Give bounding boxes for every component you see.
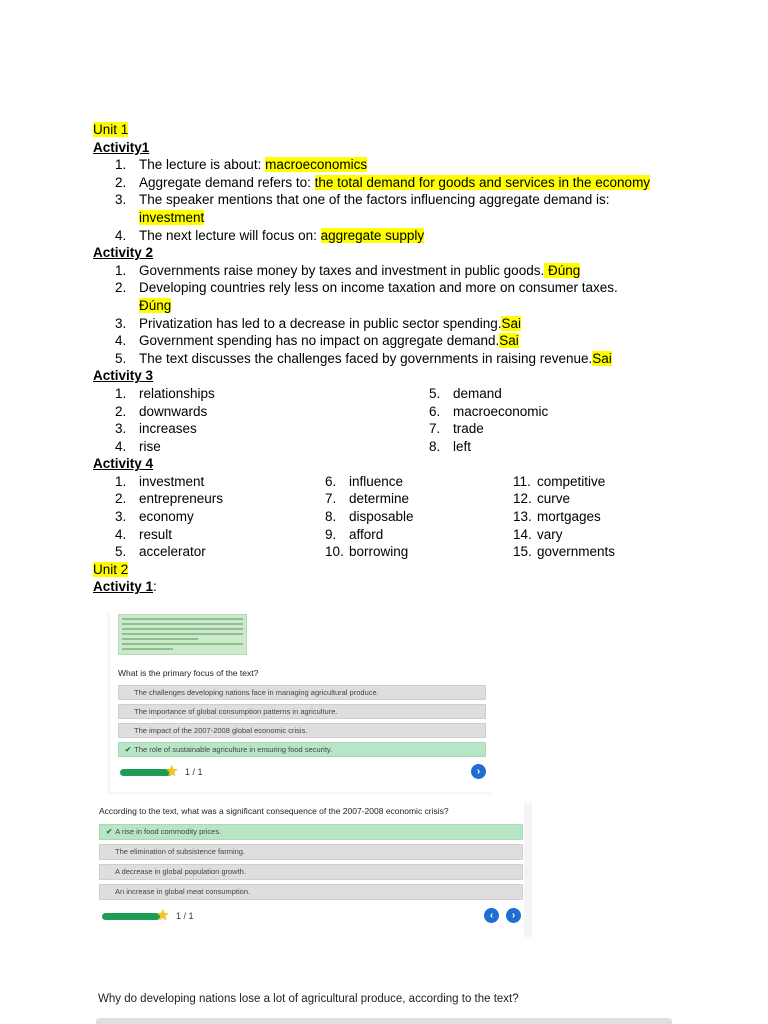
list-item xyxy=(93,420,407,438)
list-item xyxy=(303,508,513,526)
list-item xyxy=(93,350,653,368)
list-item xyxy=(93,279,653,314)
activity3-columns xyxy=(93,385,653,455)
item-number: 9. xyxy=(325,526,337,542)
answer-word: demand xyxy=(453,385,502,401)
answer-word: determine xyxy=(349,491,410,507)
item-number: 5. xyxy=(429,385,441,401)
answer-word: entrepreneurs xyxy=(139,491,224,507)
answer-option-label: A rise in food commodity prices. xyxy=(115,827,222,836)
item-number: 15. xyxy=(513,544,532,560)
answer-word: disposable xyxy=(349,509,414,525)
item-number: 5. xyxy=(115,350,127,366)
answer-text: the total demand for goods and services in the economy xyxy=(314,174,651,190)
list-item xyxy=(93,490,303,508)
question-text: Government spending has no impact on aggregate demand. xyxy=(139,333,500,349)
activity2-heading: Activity 2 xyxy=(93,245,154,261)
answer-text: Đúng xyxy=(544,262,581,278)
activity3-heading: Activity 3 xyxy=(93,368,154,384)
answer-text: aggregate supply xyxy=(320,227,425,243)
chevron-left-icon[interactable]: ‹ xyxy=(484,908,499,923)
question-text: Developing countries rely less on income taxation and more on consumer taxes. xyxy=(139,280,618,296)
answer-option[interactable]: The challenges developing nations face in managing agricultural produce. xyxy=(118,685,486,700)
activity4-col3 xyxy=(513,473,723,561)
item-number: 13. xyxy=(513,509,532,525)
question-text: The next lecture will focus on: xyxy=(139,227,321,243)
list-item xyxy=(93,315,653,333)
star-icon: ★ xyxy=(165,763,179,780)
answer-text: macroeconomics xyxy=(265,157,368,173)
question-text: The text discusses the challenges faced by governments in raising revenue. xyxy=(139,350,593,366)
document-body xyxy=(93,121,653,596)
item-number: 3. xyxy=(115,192,127,208)
check-icon: ✔ xyxy=(106,827,113,836)
question-counter: 1 / 1 xyxy=(176,911,194,921)
list-item xyxy=(407,438,721,456)
answer-option[interactable]: An increase in global meat consumption. xyxy=(99,884,523,900)
answer-text: Sai xyxy=(501,315,521,331)
answer-option-label: The role of sustainable agriculture in ensuring food security. xyxy=(134,745,333,754)
list-item xyxy=(93,191,653,226)
answer-text: investment xyxy=(139,209,205,225)
answer-word: investment xyxy=(139,473,205,489)
quiz-panel xyxy=(110,612,492,792)
item-number: 2. xyxy=(115,174,127,190)
answer-word: downwards xyxy=(139,403,208,419)
item-number: 14. xyxy=(513,526,532,542)
question-counter: 1 / 1 xyxy=(185,767,203,777)
item-number: 3. xyxy=(115,421,127,437)
item-number: 4. xyxy=(115,526,127,542)
answer-text: Đúng xyxy=(139,297,172,313)
item-number: 1. xyxy=(115,157,127,173)
item-number: 7. xyxy=(429,421,441,437)
list-item xyxy=(407,420,721,438)
activity1-list xyxy=(93,156,653,244)
star-icon: ★ xyxy=(156,907,170,924)
answer-option[interactable]: The impact of the 2007-2008 global economic crisis. xyxy=(118,723,486,738)
quiz-question: According to the text, what was a significant consequence of the 2007-2008 economic crisis? xyxy=(99,806,449,816)
item-number: 11. xyxy=(513,473,531,489)
item-number: 10. xyxy=(325,544,344,560)
activity3-col1 xyxy=(93,385,407,455)
list-item xyxy=(93,156,653,174)
answer-word: influence xyxy=(349,473,404,489)
item-number: 2. xyxy=(115,280,127,296)
answer-word: trade xyxy=(453,421,484,437)
activity1-heading: Activity1 xyxy=(93,139,150,155)
list-item xyxy=(93,508,303,526)
question-text: Aggregate demand refers to: xyxy=(139,174,315,190)
answer-word: macroeconomic xyxy=(453,403,549,419)
item-number: 5. xyxy=(115,544,127,560)
item-number: 3. xyxy=(115,509,127,525)
answer-option-correct[interactable] xyxy=(118,742,486,757)
answer-word: result xyxy=(139,526,173,542)
answer-text: Sai xyxy=(592,350,612,366)
list-item xyxy=(513,473,723,491)
answer-word: governments xyxy=(537,544,616,560)
list-item xyxy=(93,403,407,421)
list-item xyxy=(93,332,653,350)
answer-word: relationships xyxy=(139,385,215,401)
heading-suffix: : xyxy=(153,579,157,595)
activity4-columns xyxy=(93,473,653,561)
list-item xyxy=(303,543,513,561)
answer-option[interactable]: A decrease in global population growth. xyxy=(99,864,523,880)
answer-word: afford xyxy=(349,526,384,542)
activity4-heading: Activity 4 xyxy=(93,456,154,472)
item-number: 7. xyxy=(325,491,337,507)
answer-word: competitive xyxy=(537,473,606,489)
answer-word: vary xyxy=(537,526,563,542)
activity2-list xyxy=(93,262,653,368)
item-number: 1. xyxy=(115,385,127,401)
list-item xyxy=(513,490,723,508)
item-number: 6. xyxy=(325,473,337,489)
check-icon: ✔ xyxy=(125,745,132,754)
list-item xyxy=(407,403,721,421)
quiz-question: What is the primary focus of the text? xyxy=(118,668,259,678)
list-item xyxy=(93,543,303,561)
answer-word: curve xyxy=(537,491,571,507)
item-number: 6. xyxy=(429,403,441,419)
item-number: 3. xyxy=(115,315,127,331)
list-item xyxy=(93,174,653,192)
answer-word: economy xyxy=(139,509,194,525)
answer-word: mortgages xyxy=(537,509,601,525)
item-number: 8. xyxy=(429,438,441,454)
activity3-col2 xyxy=(407,385,721,455)
progress-bar xyxy=(102,913,160,920)
activity4-col2 xyxy=(303,473,513,561)
list-item xyxy=(407,385,721,403)
item-number: 8. xyxy=(325,509,337,525)
list-item xyxy=(513,526,723,544)
list-item xyxy=(93,526,303,544)
question-text: Privatization has led to a decrease in public sector spending. xyxy=(139,315,502,331)
item-number: 2. xyxy=(115,491,127,507)
answer-option-partial[interactable] xyxy=(96,1018,672,1024)
answer-option[interactable]: The importance of global consumption patterns in agriculture. xyxy=(118,704,486,719)
chevron-right-icon[interactable]: › xyxy=(471,764,486,779)
question-text: Governments raise money by taxes and investment in public goods. xyxy=(139,262,545,278)
quiz-screenshot-2 xyxy=(96,803,532,937)
reading-text-preview xyxy=(118,614,247,655)
item-number: 4. xyxy=(115,227,127,243)
list-item xyxy=(93,473,303,491)
answer-text: Sai xyxy=(499,333,519,349)
unit2-title: Unit 2 xyxy=(93,561,129,577)
answer-word: left xyxy=(453,438,472,454)
answer-word: borrowing xyxy=(349,544,409,560)
answer-word: accelerator xyxy=(139,544,206,560)
unit1-title: Unit 1 xyxy=(93,122,129,137)
question-text: The speaker mentions that one of the factors influencing aggregate demand is: xyxy=(139,192,610,208)
list-item xyxy=(303,526,513,544)
list-item xyxy=(303,473,513,491)
answer-word: rise xyxy=(139,438,161,454)
activity4-col1 xyxy=(93,473,303,561)
item-number: 1. xyxy=(115,473,127,489)
item-number: 4. xyxy=(115,333,127,349)
list-item xyxy=(513,508,723,526)
answer-option-correct[interactable] xyxy=(99,824,523,840)
quiz-question-3: Why do developing nations lose a lot of agricultural produce, according to the text? xyxy=(98,993,519,1005)
item-number: 4. xyxy=(115,438,127,454)
side-strip xyxy=(524,803,532,937)
list-item xyxy=(93,227,653,245)
item-number: 2. xyxy=(115,403,127,419)
item-number: 1. xyxy=(115,262,127,278)
quiz-screenshot-1 xyxy=(107,612,492,794)
list-item xyxy=(303,490,513,508)
answer-word: increases xyxy=(139,421,197,437)
list-item xyxy=(93,438,407,456)
list-item xyxy=(93,385,407,403)
question-text: The lecture is about: xyxy=(139,157,266,173)
item-number: 12. xyxy=(513,491,532,507)
list-item xyxy=(93,262,653,280)
unit2-activity1-heading: Activity 1 xyxy=(93,579,154,595)
answer-option[interactable]: The elimination of subsistence farming. xyxy=(99,844,523,860)
chevron-right-icon[interactable]: › xyxy=(506,908,521,923)
list-item xyxy=(513,543,723,561)
